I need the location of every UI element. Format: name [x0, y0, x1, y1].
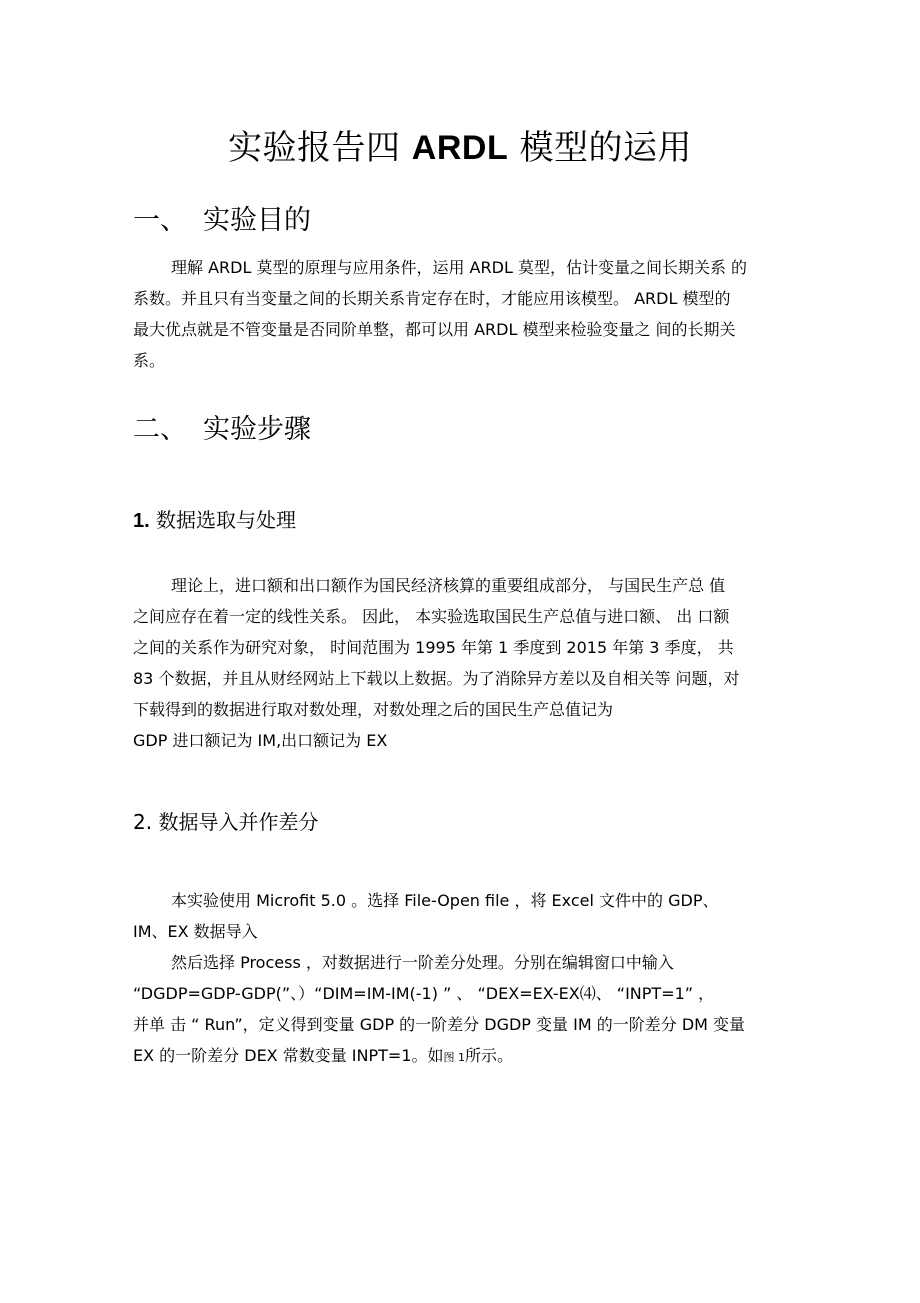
paragraph-line: GDP 进口额记为 IM,出口额记为 EX	[133, 731, 388, 750]
paragraph-line: IM、EX 数据导入	[133, 922, 258, 941]
title-part-2: ARDL	[411, 129, 509, 167]
title-part-1: 实验报告四	[227, 128, 401, 168]
section-2-heading	[133, 410, 311, 450]
paragraph-line: 本实验使用 Microfit 5.0 。选择 File-Open file ，将 Excel 文件中的 GDP、	[171, 891, 719, 910]
paragraph-tail: 所示。	[465, 1046, 514, 1065]
paragraph-line: 系。	[133, 351, 166, 370]
document-title	[0, 124, 920, 172]
section-1-heading	[133, 201, 311, 241]
paragraph-text: EX 的一阶差分 DEX 常数变量 INPT=1。如	[133, 1046, 444, 1065]
figure-reference: 图 1	[443, 1051, 466, 1064]
paragraph-line: 然后选择 Process ，对数据进行一阶差分处理。分别在编辑窗口中输入	[171, 953, 674, 972]
section-2-number: 二、	[133, 414, 187, 445]
subsection-2-number: 2.	[133, 810, 153, 834]
section-1-title: 实验目的	[203, 205, 311, 236]
paragraph-line: 理论上，进口额和出口额作为国民经济核算的重要组成部分， 与国民生产总 值	[171, 576, 726, 595]
paragraph-line: 系数。并且只有当变量之间的长期关系肯定存在时，才能应用该模型。 ARDL 模型的	[133, 289, 731, 308]
paragraph-line: 并单 击 “ Run”，定义得到变量 GDP 的一阶差分 DGDP 变量 IM 的一阶差分 DM 变量	[133, 1015, 746, 1034]
subsection-1-number: 1.	[133, 510, 150, 532]
paragraph-line: “DGDP=GDP-GDP(”、）“DIM=IM-IM(-1) ” 、 “DEX=EX-EX⑷、 “INPT=1” ，	[133, 984, 715, 1003]
subsection-1-title: 数据选取与处理	[156, 508, 297, 532]
subsection-2-heading	[133, 807, 318, 837]
section-1-number: 一、	[133, 205, 187, 236]
paragraph-line: 下载得到的数据进行取对数处理，对数处理之后的国民生产总值记为	[133, 700, 614, 719]
section-1-paragraph	[133, 252, 793, 376]
paragraph-line: 最大优点就是不管变量是否同阶单整，都可以用 ARDL 模型来检验变量之 间的长期关	[133, 320, 736, 339]
section-2-title: 实验步骤	[203, 414, 311, 445]
subsection-2-title: 数据导入并作差分	[158, 810, 319, 834]
subsection-1-paragraph	[133, 570, 793, 756]
subsection-2-paragraph	[133, 885, 793, 1073]
paragraph-line: 理解 ARDL 莫型的原理与应用条件，运用 ARDL 莫型，估计变量之间长期关系 的	[171, 258, 748, 277]
paragraph-line-last	[133, 1040, 793, 1073]
paragraph-line: 之间应存在着一定的线性关系。 因此， 本实验选取国民生产总值与进口额、 出 口额	[133, 607, 730, 626]
title-part-3: 模型的运用	[519, 128, 693, 168]
subsection-1-heading	[133, 505, 296, 536]
paragraph-line: 83 个数据，并且从财经网站上下载以上数据。为了消除异方差以及自相关等 问题，对	[133, 669, 740, 688]
paragraph-line: 之间的关系作为研究对象， 时间范围为 1995 年第 1 季度到 2015 年第 3 季度， 共	[133, 638, 734, 657]
